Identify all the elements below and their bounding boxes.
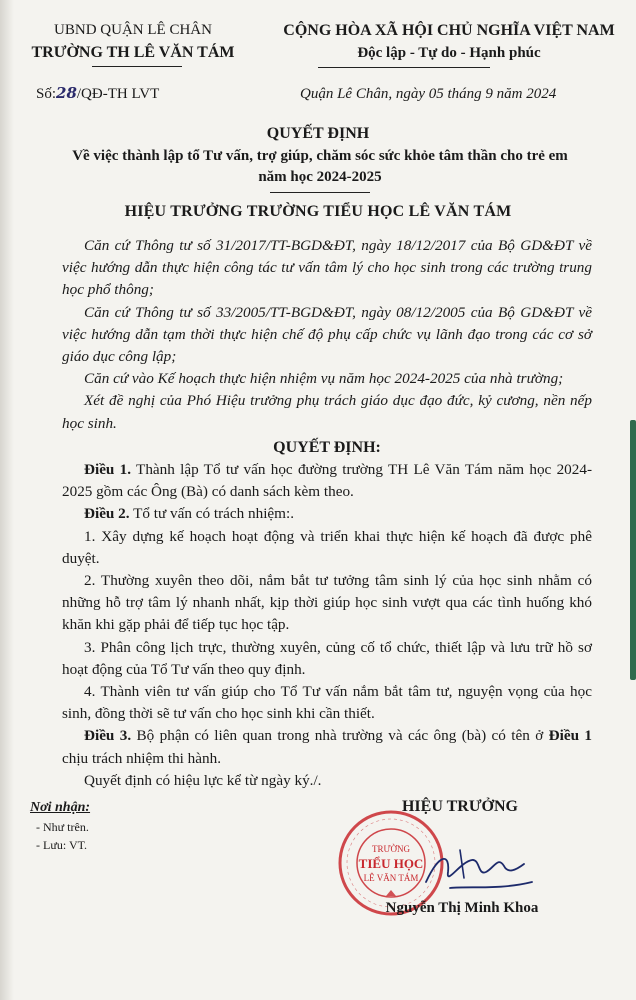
effect-clause: Quyết định có hiệu lực kể từ ngày ký./. [84, 771, 322, 789]
divider [270, 192, 370, 193]
article-2-item: 3. Phân công lịch trực, thường xuyên, củng cố tổ chức, thiết lập và lưu trữ hồ sơ hoạt động của Tổ Tư vấn theo quy định. [62, 638, 592, 678]
preamble-paragraph: Căn cứ Thông tư số 31/2017/TT-BGD&ĐT, ngày 18/12/2017 của Bộ GD&ĐT về việc hướng dẫn thực hiện công tác tư vấn tâm lý cho học sinh trong các trường trung học phổ thông; [62, 237, 592, 299]
article-text: chịu trách nhiệm thi hành. [62, 749, 222, 767]
article-reference: Điều 1 [548, 727, 592, 745]
article-3 [62, 725, 592, 769]
document-title: QUYẾT ĐỊNH [266, 125, 370, 142]
article-2 [62, 503, 592, 525]
document-body [62, 235, 592, 792]
decision-heading: QUYẾT ĐỊNH: [273, 438, 381, 456]
article-label: Điều 2. [84, 505, 130, 523]
article-1 [62, 459, 592, 503]
document-subtitle: Về việc thành lập tổ Tư vấn, trợ giúp, chăm sóc sức khỏe tâm thần cho trẻ em năm học 2024-2025 [72, 148, 568, 185]
article-label: Điều 3. [84, 727, 132, 745]
recipients-label: Nơi nhận: [30, 800, 91, 815]
issuing-authority: UBND QUẬN LÊ CHÂN [54, 22, 212, 38]
article-2-item: 2. Thường xuyên theo dõi, nắm bắt tư tưởng tâm sinh lý của học sinh nhằm có những hỗ trợ tâm lý nhanh nhất, kịp thời giúp học sinh vượt qua các tình huống khó khăn khi gặp phải để tiếp tục học tập. [62, 572, 592, 634]
preamble-paragraph: Xét đề nghị của Phó Hiệu trưởng phụ trách giáo dục đạo đức, kỷ cương, nền nếp học sinh. [62, 392, 592, 432]
preamble-paragraph: Căn cứ Thông tư số 33/2005/TT-BGD&ĐT, ngày 08/12/2005 của Bộ GD&ĐT về việc hướng dẫn tạm thời thực hiện chế độ phụ cấp chức vụ lãnh đạo trong các cơ sở giáo dục công lập; [62, 303, 592, 366]
doc-number-handwritten: 28 [56, 84, 77, 102]
doc-number-suffix: /QĐ-TH LVT [76, 86, 160, 102]
doc-number-prefix: Số: [36, 86, 57, 102]
recipient-item: - Như trên. [36, 820, 89, 834]
article-text: Bộ phận có liên quan trong nhà trường và các ông (bà) có tên ở [131, 727, 549, 745]
national-title: CỘNG HÒA XÃ HỘI CHỦ NGHĨA VIỆT NAM [283, 22, 615, 39]
preamble-paragraph: Căn cứ vào Kế hoạch thực hiện nhiệm vụ năm học 2024-2025 của nhà trường; [84, 370, 564, 388]
stamp-line-3: LÊ VĂN TÁM [363, 873, 419, 883]
document-number [36, 84, 159, 103]
article-text: Tổ tư vấn có trách nhiệm:. [129, 505, 294, 523]
stamp-line-2: TIỂU HỌC [358, 856, 424, 871]
signer-name: Nguyễn Thị Minh Khoa [385, 900, 539, 916]
divider [318, 67, 490, 68]
handwritten-signature [420, 842, 540, 902]
recipient-item: - Lưu: VT. [36, 838, 88, 852]
article-text: Thành lập Tổ tư vấn học đường trường TH Lê Văn Tám năm học 2024-2025 gồm các Ông (Bà) có danh sách kèm theo. [62, 461, 592, 501]
page-shadow [0, 0, 14, 1000]
article-label: Điều 1. [84, 461, 132, 479]
school-name: TRƯỜNG TH LÊ VĂN TÁM [31, 44, 235, 61]
article-2-item: 4. Thành viên tư vấn giúp cho Tổ Tư vấn nắm bắt tâm tư, nguyện vọng của học sinh, đồng thời sẽ tư vấn cho học sinh khi cần thiết. [62, 683, 592, 723]
authority-heading: HIỆU TRƯỞNG TRƯỜNG TIỂU HỌC LÊ VĂN TÁM [124, 203, 512, 220]
article-2-item: 1. Xây dựng kế hoạch hoạt động và triển khai thực hiện kế hoạch đã được phê duyệt. [62, 527, 592, 567]
stamp-line-1: TRƯỜNG [372, 844, 410, 854]
place-date: Quận Lê Chân, ngày 05 tháng 9 năm 2024 [300, 86, 557, 102]
signer-title: HIỆU TRƯỞNG [401, 798, 518, 815]
binder-edge [630, 420, 636, 680]
divider [92, 66, 182, 67]
national-motto: Độc lập - Tự do - Hạnh phúc [357, 45, 541, 61]
